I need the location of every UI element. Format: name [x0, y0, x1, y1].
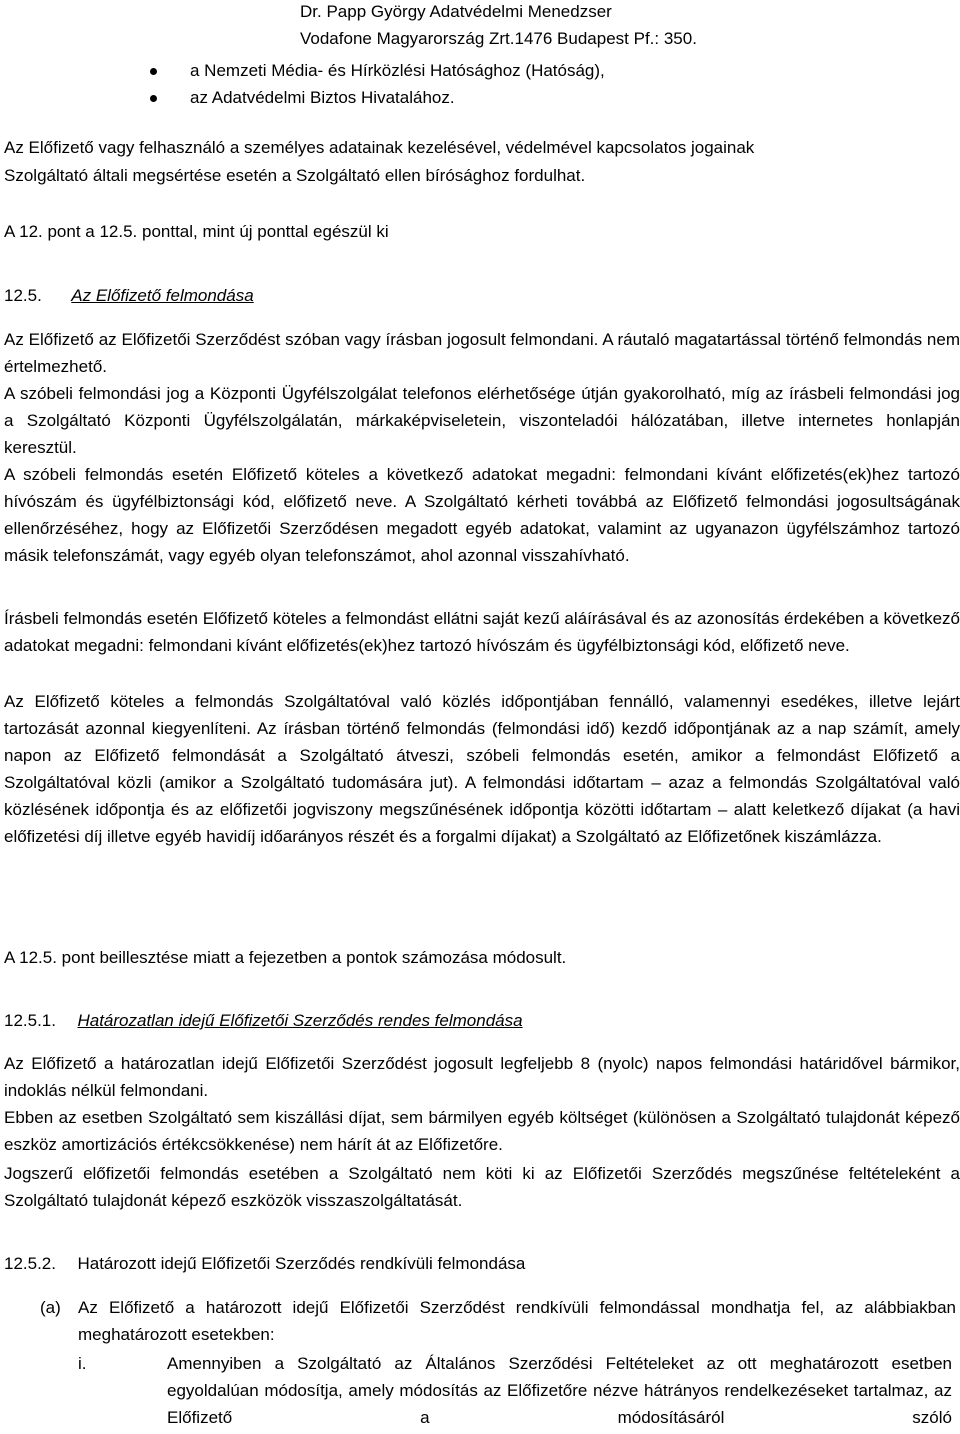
paragraph: A szóbeli felmondás esetén Előfizető köteles a következő adatokat megadni: felmondani kívánt előfizetés(ek)hez tartozó hívószám és ügyfélbiztonsági kód, előfizető neve. A Szolgáltató kérheti továbbá az Előfizető felmondási jogosultságának ellenőrzéséhez, hogy az Előfizetői Szerződésen megadott egyéb adatokat, valamint az ugyanazon ügyfélszámhoz tartozó másik telefonszámát, vagy egyéb olyan telefonszámot, ahol azonnal visszahívható.	[4, 465, 960, 565]
list-item-text: Az Előfizető a határozott idejű Előfizetői Szerződést rendkívüli felmondással mondhatja fel, az alábbiakban meghatározott esetekben:	[78, 1298, 956, 1344]
section-number: 12.5.2.	[4, 1254, 56, 1273]
bullet-dot	[150, 56, 160, 83]
paragraph: Az Előfizető köteles a felmondás Szolgáltatóval való közlés időpontjában fennálló, valamennyi esedékes, illetve lejárt tartozását azonnal kiegyenlíteni. Az írásban történő felmondás (felmondási idő) kezdő időpontjának az a nap számít, amely napon az Előfizető felmondását a Szolgáltató átveszi, szóbeli felmondás esetén, amikor a felmondást Előfizető a Szolgáltatóval közli (amikor a Szolgáltató tudomására jut). A felmondási időtartam – azaz a felmondás Szolgáltatóval való közlésének időpontja és az előfizetői jogviszony megszűnésének időpontja közötti időtartam – alatt keletkező díjakat (a havi előfizetési díj illetve egyéb havidíj időarányos részét és a forgalmi díjakat) a Szolgáltató az Előfizetőnek kiszámlázza.	[4, 692, 960, 846]
header-address-line-2: Vodafone Magyarország Zrt.1476 Budapest Pf.: 350.	[300, 29, 697, 48]
list-label: (a)	[40, 1298, 61, 1317]
section-number: 12.5.	[4, 286, 42, 305]
bullet-text: az Adatvédelmi Biztos Hivatalához.	[190, 88, 455, 107]
section-heading-12-5	[4, 282, 956, 309]
list-item-text: Amennyiben a Szolgáltató az Általános Szerződési Feltételeket az ott meghatározott esetben egyoldalúan módosítja, amely módosítás az Előfizetőre nézve hátrányos rendelkezéseket tartalmaz, az Előfizető a módosításáról szóló	[167, 1354, 952, 1427]
paragraph: Az Előfizető az Előfizetői Szerződést szóban vagy írásban jogosult felmondani. A ráutaló magatartással történő felmondás nem értelmezhető.	[4, 330, 960, 376]
section-title: Határozott idejű Előfizetői Szerződés rendkívüli felmondása	[77, 1254, 526, 1273]
paragraph-rights-line-1: Az Előfizető vagy felhasználó a személyes adatainak kezelésével, védelmével kapcsolatos jogainak	[4, 138, 755, 157]
section-heading-12-5-2	[4, 1250, 956, 1277]
paragraph: Az Előfizető a határozatlan idejű Előfizetői Szerződést jogosult legfeljebb 8 (nyolc) napos felmondási határidővel bármikor, indoklás nélkül felmondani.	[4, 1054, 960, 1100]
paragraph: Írásbeli felmondás esetén Előfizető köteles a felmondást ellátni saját kezű aláírásával és az azonosítás érdekében a következő adatokat megadni: felmondani kívánt előfizetés(ek)hez tartozó hívószám és ügyfélbiztonsági kód, előfizető neve.	[4, 609, 960, 655]
amendment-note: A 12.5. pont beillesztése miatt a fejezetben a pontok számozása módosult.	[4, 948, 567, 967]
section-heading-12-5-1	[4, 1007, 956, 1034]
bullet-dot	[150, 83, 160, 110]
paragraph: Ebben az esetben Szolgáltató sem kiszállási díjat, sem bármilyen egyéb költséget (különösen a Szolgáltató tulajdonát képező eszköz amortizációs értékcsökkenése) nem hárít át az Előfizetőre.	[4, 1108, 960, 1154]
bullet-text: a Nemzeti Média- és Hírközlési Hatósághoz (Hatóság),	[190, 61, 605, 80]
section-title: Határozatlan idejű Előfizetői Szerződés rendes felmondása	[77, 1011, 523, 1030]
section-title: Az Előfizető felmondása	[71, 286, 254, 305]
paragraph: Jogszerű előfizetői felmondás esetében a Szolgáltató nem köti ki az Előfizetői Szerződés megszűnése feltételeként a Szolgáltató tulajdonát képező eszközök visszaszolgáltatását.	[4, 1164, 960, 1210]
paragraph-rights-line-2: Szolgáltató általi megsértése esetén a Szolgáltató ellen bírósághoz fordulhat.	[4, 166, 586, 185]
amendment-note: A 12. pont a 12.5. ponttal, mint új ponttal egészül ki	[4, 222, 389, 241]
paragraph: A szóbeli felmondási jog a Központi Ügyfélszolgálat telefonos elérhetősége útján gyakorolható, míg az írásbeli felmondási jog a Szolgáltató Központi Ügyfélszolgálatán, márkaképviseletein, viszonteladói hálózatában, illetve internetes honlapján keresztül.	[4, 384, 960, 457]
list-label: i.	[78, 1354, 87, 1373]
header-address-line-1: Dr. Papp György Adatvédelmi Menedzser	[300, 2, 612, 21]
section-number: 12.5.1.	[4, 1011, 56, 1030]
